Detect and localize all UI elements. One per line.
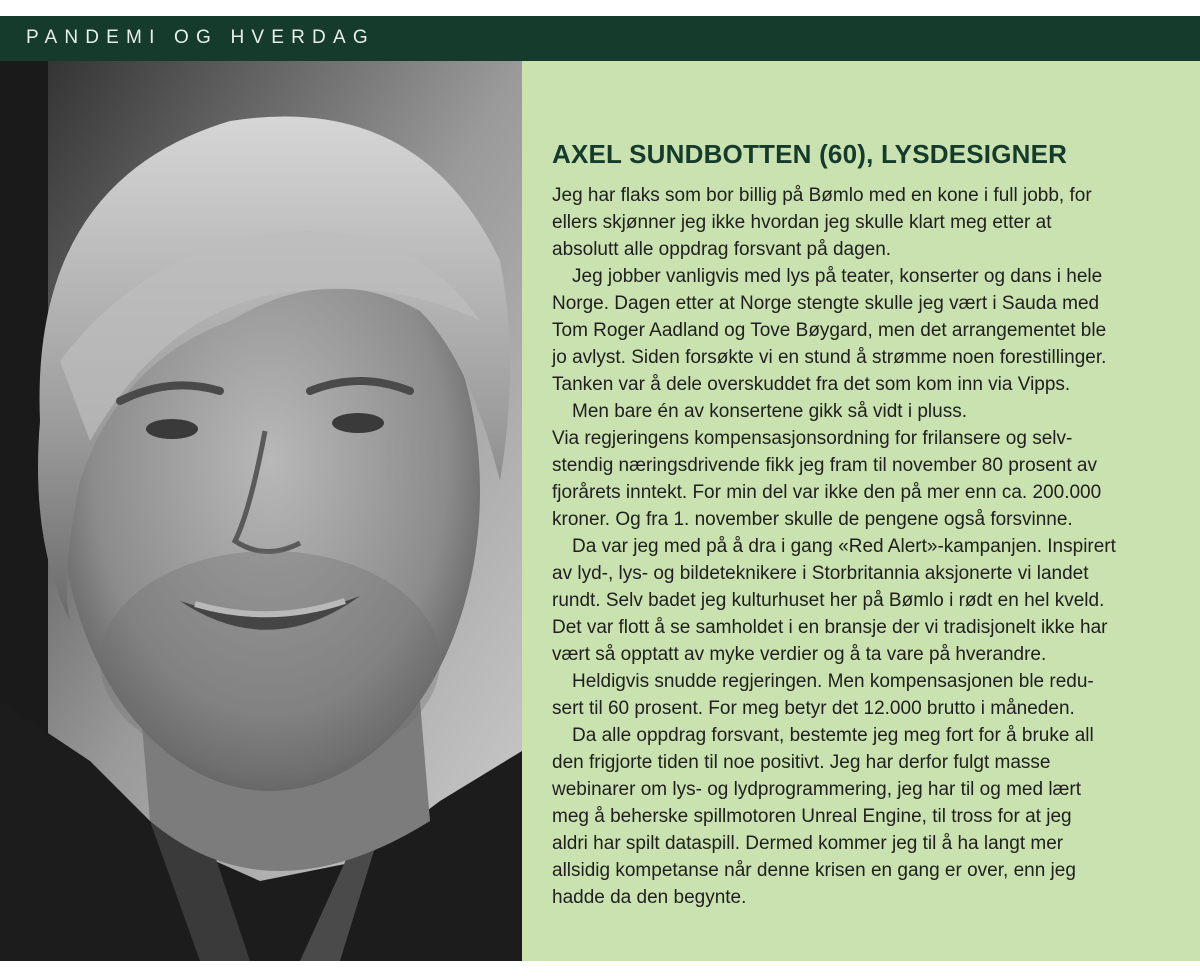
article-line: allsidig kompetanse når denne krisen en gang er over, enn jeg xyxy=(552,860,1076,881)
article-line: Da var jeg med på å dra i gang «Red Alert»-kampanjen. Inspirert xyxy=(572,536,1116,557)
article-line: absolutt alle oppdrag forsvant på dagen. xyxy=(552,239,892,260)
article-line: sert til 60 prosent. For meg betyr det 12.000 brutto i måneden. xyxy=(552,698,1075,719)
article-line: rundt. Selv badet jeg kulturhuset her på Bømlo i rødt en hel kveld. xyxy=(552,590,1105,611)
article-line: vært så opptatt av myke verdier og å ta vare på hverandre. xyxy=(552,644,1047,665)
article-line: Det var flott å se samholdet i en bransje der vi tradisjonelt ikke har xyxy=(552,617,1108,638)
article-line: stendig næringsdrivende fikk jeg fram til november 80 prosent av xyxy=(552,455,1097,476)
article-line: hadde da den begynte. xyxy=(552,887,747,908)
article-line: av lyd-, lys- og bildeteknikere i Storbritannia aksjonerte vi landet xyxy=(552,563,1089,584)
article-line: ellers skjønner jeg ikke hvordan jeg skulle klart meg etter at xyxy=(552,212,1052,233)
article-line: Tom Roger Aadland og Tove Bøygard, men det arrangementet ble xyxy=(552,320,1107,341)
article-line: jo avlyst. Siden forsøkte vi en stund å strømme noen forestillinger. xyxy=(552,347,1107,368)
article-line: aldri har spilt dataspill. Dermed kommer jeg til å ha langt mer xyxy=(552,833,1064,854)
article-line: Heldigvis snudde regjeringen. Men kompensasjonen ble redu- xyxy=(572,671,1094,692)
article-line: Da alle oppdrag forsvant, bestemte jeg meg fort for å bruke all xyxy=(572,725,1094,746)
article-line: Via regjeringens kompensasjonsordning for frilansere og selv- xyxy=(552,428,1073,449)
article-panel xyxy=(522,61,1200,961)
article-line: fjorårets inntekt. For min del var ikke den på mer enn ca. 200.000 xyxy=(552,482,1102,503)
article-line: Norge. Dagen etter at Norge stengte skulle jeg vært i Sauda med xyxy=(552,293,1100,314)
article-line: den frigjorte tiden til noe positivt. Jeg har derfor fulgt masse xyxy=(552,752,1051,773)
section-label: PANDEMI OG HVERDAG xyxy=(26,27,375,48)
article-line: Tanken var å dele overskuddet fra det som kom inn via Vipps. xyxy=(552,374,1071,395)
article-line: webinarer om lys- og lydprogrammering, jeg har til og med lært xyxy=(552,779,1082,800)
article-headline: AXEL SUNDBOTTEN (60), LYSDESIGNER xyxy=(552,139,1068,169)
article-line: Jeg jobber vanligvis med lys på teater, konserter og dans i hele xyxy=(572,266,1103,287)
article-body xyxy=(552,182,1177,911)
portrait-photo xyxy=(0,61,522,961)
article-line: Jeg har flaks som bor billig på Bømlo med en kone i full jobb, for xyxy=(552,185,1092,206)
article-line: meg å beherske spillmotoren Unreal Engine, til tross for at jeg xyxy=(552,806,1072,827)
article-line: kroner. Og fra 1. november skulle de pengene også forsvinne. xyxy=(552,509,1073,530)
article-line: Men bare én av konsertene gikk så vidt i pluss. xyxy=(572,401,967,422)
